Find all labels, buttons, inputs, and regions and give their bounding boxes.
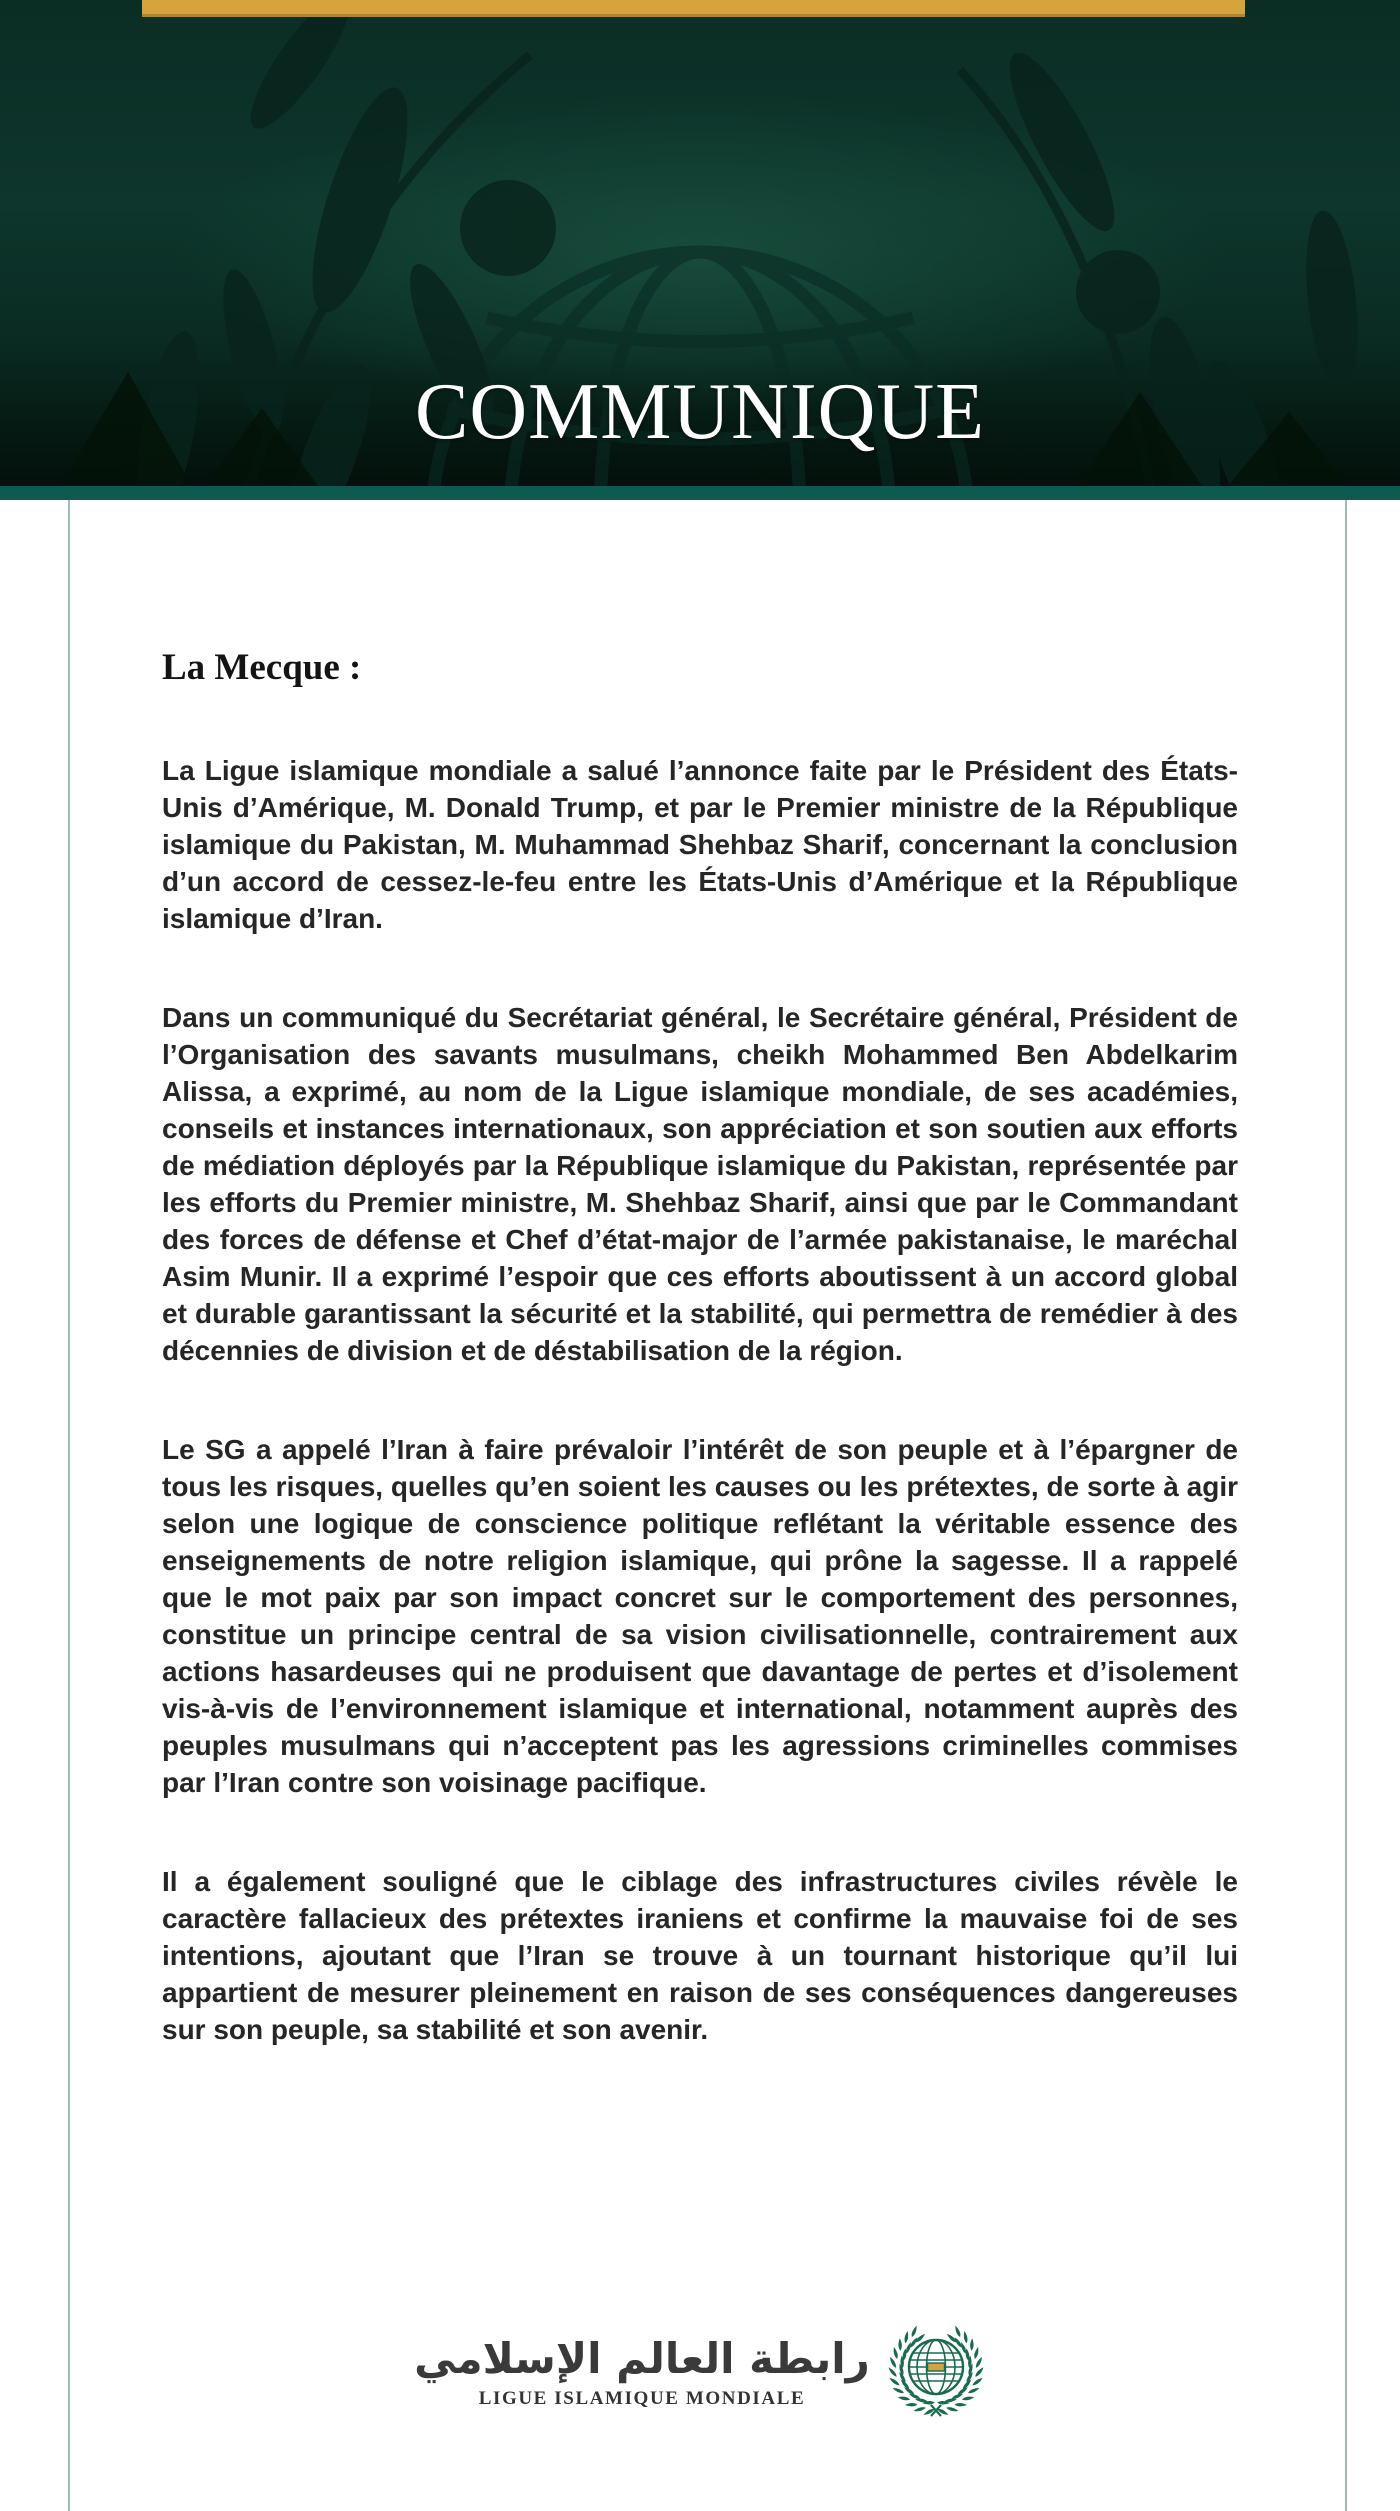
mwl-wreath-emblem [886,2322,986,2422]
page-left-rule [68,500,70,2511]
communique-body [162,646,1238,2110]
body-paragraph: Dans un communiqué du Secrétariat général, le Secrétaire général, Président de l’Organisation des savants musulmans, cheikh Mohammed Ben Abdelkarim Alissa, a exprimé, au nom de la Ligue islamique mondiale, de ses académies, conseils et instances internationaux, son appréciation et son soutien aux efforts de médiation déployés par la République islamique du Pakistan, représentée par les efforts du Premier ministre, M. Shehbaz Sharif, ainsi que par le Commandant des forces de défense et Chef d’état-major de l’armée pakistanaise, le maréchal Asim Munir. Il a exprimé l’espoir que ces efforts aboutissent à un accord global et durable garantissant la sécurité et la stabilité, qui permettra de remédier à des décennies de division et de déstabilisation de la région. [162,1002,1238,1367]
body-paragraph: Il a également souligné que le ciblage des infrastructures civiles révèle le caractère fallacieux des prétextes iraniens et confirme la mauvaise foi de ses intentions, ajoutant que l’Iran se trouve à un tournant historique qu’il lui appartient de mesurer pleinement en raison de ses conséquences dangereuses sur son peuple, sa stabilité et son avenir. [162,1866,1238,2046]
organization-name: LIGUE ISLAMIQUE MONDIALE [478,2388,806,2410]
body-paragraph: La Ligue islamique mondiale a salué l’annonce faite par le Président des États-Unis d’Amérique, M. Donald Trump, et par le Premier ministre de la République islamique du Pakistan, M. Muhammad Shehbaz Sharif, concernant la conclusion d’un accord de cessez-le-feu entre les États-Unis d’Amérique et la République islamique d’Iran. [162,755,1238,935]
logo-text-block [414,2334,870,2410]
footer-logo [0,2322,1400,2422]
kaaba-gold-mark [927,2363,944,2371]
page-right-rule [1345,500,1347,2511]
header-bottom-strip [0,486,1400,500]
body-paragraph: Le SG a appelé l’Iran à faire prévaloir l’intérêt de son peuple et à l’épargner de tous les risques, quelles qu’en soient les causes ou les prétextes, de sorte à agir selon une logique de conscience politique reflétant la véritable essence des enseignements de notre religion islamique, qui prône la sagesse. Il a rappelé que le mot paix par son impact concret sur le comportement des personnes, constitue un principe central de sa vision civilisationnelle, contrairement aux actions hasardeuses qui ne produisent que davantage de pertes et d’isolement vis-à-vis de l’environnement islamique et international, notamment auprès des peuples musulmans qui n’acceptent pas les agressions criminelles commises par l’Iran contre son voisinage pacifique. [162,1434,1238,1799]
gold-accent-bar [142,0,1245,17]
communique-header [0,0,1400,486]
dateline-heading: La Mecque : [162,647,362,688]
arabic-calligraphy-logo-text: رابطة العالم الإسلامي [414,2333,870,2383]
communique-title: COMMUNIQUE [415,368,985,456]
